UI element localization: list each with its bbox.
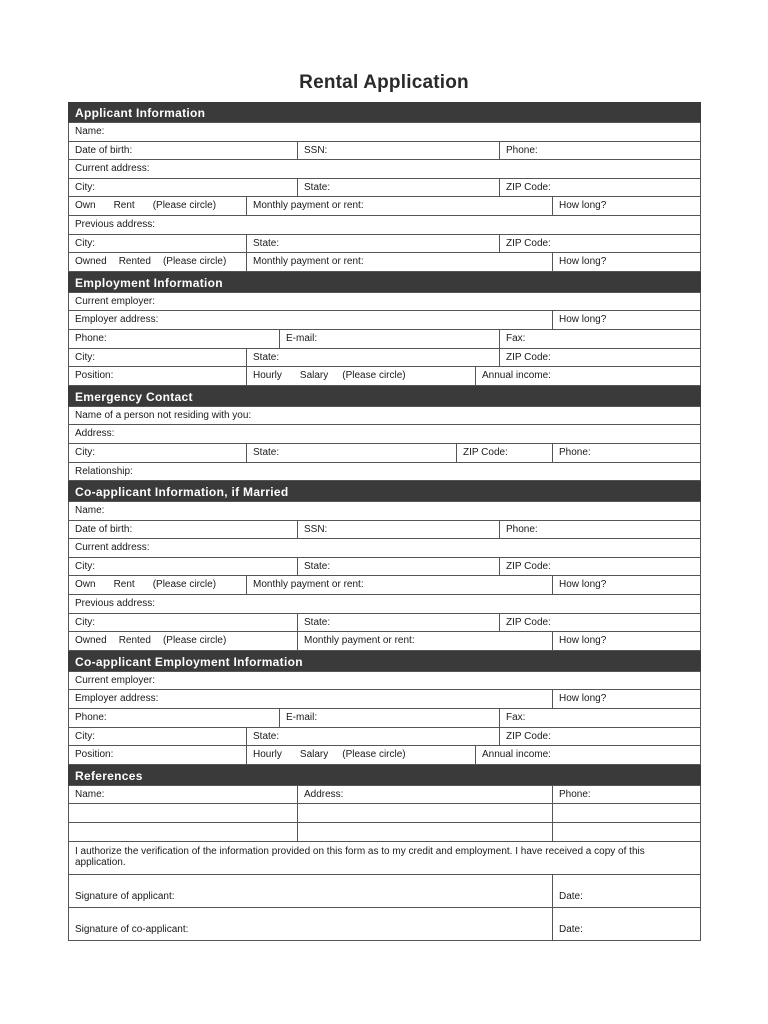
applicant-prev-state-field[interactable]: State: <box>246 235 499 253</box>
coapplicant-owned-rented-choice[interactable]: Owned Rented (Please circle) <box>75 635 227 647</box>
position-field[interactable]: Position: <box>75 370 114 382</box>
applicant-ssn-field[interactable]: SSN: <box>297 142 499 160</box>
coapplicant-owned-rented-row <box>68 632 701 651</box>
coemployer-how-long-field[interactable]: How long? <box>552 690 700 708</box>
emergency-relationship-row <box>68 463 701 482</box>
emergency-address-field[interactable]: Address: <box>75 428 115 440</box>
reference-name-column: Name: <box>75 788 105 800</box>
employer-email-field[interactable]: E-mail: <box>279 330 499 348</box>
reference-row <box>68 804 701 823</box>
applicant-dob-field[interactable]: Date of birth: <box>75 144 133 156</box>
emergency-name-row <box>68 407 701 426</box>
coapplicant-signature-field[interactable]: Signature of co-applicant: <box>75 923 189 935</box>
coapplicant-city-field[interactable]: City: <box>75 560 95 572</box>
coapplicant-dob-field[interactable]: Date of birth: <box>75 523 133 535</box>
emergency-name-field[interactable]: Name of a person not residing with you: <box>75 409 252 421</box>
coemployer-hourly-salary-choice[interactable]: Hourly Salary (Please circle) <box>246 746 475 764</box>
applicant-prev-how-long-field[interactable]: How long? <box>552 253 700 271</box>
coemployer-row <box>68 672 701 691</box>
coapplicant-city-row <box>68 558 701 577</box>
coapplicant-signature-row <box>68 908 701 941</box>
references-header-row <box>68 786 701 805</box>
applicant-prev-city-row <box>68 235 701 254</box>
coemployer-city-field[interactable]: City: <box>75 730 95 742</box>
applicant-signature-field[interactable]: Signature of applicant: <box>75 890 175 902</box>
applicant-phone-field[interactable]: Phone: <box>499 142 700 160</box>
section-header-employment: Employment Information <box>68 272 701 293</box>
employer-city-field[interactable]: City: <box>75 351 95 363</box>
applicant-current-address-field[interactable]: Current address: <box>75 163 150 175</box>
coapplicant-zip-field[interactable]: ZIP Code: <box>499 558 700 576</box>
coemployer-address-field[interactable]: Employer address: <box>75 693 159 705</box>
section-header-emergency: Emergency Contact <box>68 386 701 407</box>
reference-row <box>68 823 701 842</box>
coapplicant-monthly-payment-field[interactable]: Monthly payment or rent: <box>246 576 552 594</box>
employer-how-long-field[interactable]: How long? <box>552 311 700 329</box>
reference-phone-column: Phone: <box>552 786 700 804</box>
section-header-coapplicant: Co-applicant Information, if Married <box>68 481 701 502</box>
coapplicant-current-address-row <box>68 539 701 558</box>
coemployer-phone-field[interactable]: Phone: <box>75 712 107 724</box>
page-title: Rental Application <box>299 72 469 93</box>
applicant-previous-address-row <box>68 216 701 235</box>
applicant-name-field[interactable]: Name: <box>75 126 105 137</box>
coapplicant-previous-address-field[interactable]: Previous address: <box>75 598 156 610</box>
employer-zip-field[interactable]: ZIP Code: <box>499 349 700 367</box>
own-rent-choice[interactable]: Own Rent (Please circle) <box>75 200 217 212</box>
reference-1-address-field[interactable] <box>297 804 552 822</box>
current-employer-field[interactable]: Current employer: <box>75 295 156 307</box>
applicant-own-rent-row <box>68 197 701 216</box>
employer-state-field[interactable]: State: <box>246 349 499 367</box>
applicant-prev-zip-field[interactable]: ZIP Code: <box>499 235 700 253</box>
applicant-dob-row <box>68 142 701 161</box>
rental-application-form <box>68 102 701 941</box>
emergency-city-row <box>68 444 701 463</box>
applicant-how-long-field[interactable]: How long? <box>552 197 700 215</box>
employer-position-row <box>68 367 701 386</box>
coemployer-annual-income-field[interactable]: Annual income: <box>475 746 700 764</box>
authorization-statement: I authorize the verification of the information provided on this form as to my credit and employment. I have received a copy of this application. <box>75 845 645 868</box>
coemployer-address-row <box>68 690 701 709</box>
applicant-prev-monthly-payment-field[interactable]: Monthly payment or rent: <box>246 253 552 271</box>
coapplicant-how-long-field[interactable]: How long? <box>552 576 700 594</box>
coapplicant-prev-city-field[interactable]: City: <box>75 616 95 628</box>
employer-fax-field[interactable]: Fax: <box>499 330 700 348</box>
coapplicant-state-field[interactable]: State: <box>297 558 499 576</box>
coapplicant-ssn-field[interactable]: SSN: <box>297 521 499 539</box>
employer-phone-row <box>68 330 701 349</box>
applicant-monthly-payment-field[interactable]: Monthly payment or rent: <box>246 197 552 215</box>
employer-address-row <box>68 311 701 330</box>
employer-phone-field[interactable]: Phone: <box>75 332 107 344</box>
annual-income-field[interactable]: Annual income: <box>475 367 700 385</box>
applicant-previous-address-field[interactable]: Previous address: <box>75 218 156 230</box>
coapplicant-prev-zip-field[interactable]: ZIP Code: <box>499 614 700 632</box>
coemployer-position-row <box>68 746 701 765</box>
section-header-applicant: Applicant Information <box>68 102 701 123</box>
employer-address-field[interactable]: Employer address: <box>75 314 159 326</box>
coapplicant-prev-state-field[interactable]: State: <box>297 614 499 632</box>
coapplicant-name-field[interactable]: Name: <box>75 505 105 517</box>
coapplicant-own-rent-row <box>68 576 701 595</box>
hourly-salary-choice[interactable]: Hourly Salary (Please circle) <box>246 367 475 385</box>
current-employer-row <box>68 293 701 312</box>
coapplicant-current-address-field[interactable]: Current address: <box>75 542 150 554</box>
reference-2-phone-field[interactable] <box>552 823 700 841</box>
emergency-relationship-field[interactable]: Relationship: <box>75 465 133 477</box>
reference-1-phone-field[interactable] <box>552 804 700 822</box>
reference-2-address-field[interactable] <box>297 823 552 841</box>
applicant-owned-rented-row <box>68 253 701 272</box>
coemployer-fax-field[interactable]: Fax: <box>499 709 700 727</box>
emergency-state-field[interactable]: State: <box>246 444 456 462</box>
coemployer-zip-field[interactable]: ZIP Code: <box>499 728 700 746</box>
owned-rented-choice[interactable]: Owned Rented (Please circle) <box>75 256 227 268</box>
emergency-address-row <box>68 425 701 444</box>
applicant-signature-date-field[interactable]: Date: <box>552 875 700 907</box>
section-header-references: References <box>68 765 701 786</box>
coapplicant-prev-how-long-field[interactable]: How long? <box>552 632 700 650</box>
emergency-city-field[interactable]: City: <box>75 446 95 458</box>
applicant-name-row <box>68 123 701 142</box>
coemployer-city-row <box>68 728 701 747</box>
applicant-current-address-row <box>68 160 701 179</box>
coapplicant-prev-monthly-payment-field[interactable]: Monthly payment or rent: <box>297 632 552 650</box>
applicant-zip-field[interactable]: ZIP Code: <box>499 179 700 197</box>
coapplicant-own-rent-choice[interactable]: Own Rent (Please circle) <box>75 579 217 591</box>
coapplicant-name-row <box>68 502 701 521</box>
coemployer-field[interactable]: Current employer: <box>75 674 156 686</box>
applicant-city-row <box>68 179 701 198</box>
coemployer-email-field[interactable]: E-mail: <box>279 709 499 727</box>
authorization-row <box>68 842 701 875</box>
coapplicant-dob-row <box>68 521 701 540</box>
coapplicant-phone-field[interactable]: Phone: <box>499 521 700 539</box>
coemployer-position-field[interactable]: Position: <box>75 749 114 761</box>
applicant-prev-city-field[interactable]: City: <box>75 237 95 249</box>
section-header-coemployment: Co-applicant Employment Information <box>68 651 701 672</box>
employer-city-row <box>68 349 701 368</box>
coapplicant-previous-address-row <box>68 595 701 614</box>
emergency-phone-field[interactable]: Phone: <box>552 444 700 462</box>
applicant-state-field[interactable]: State: <box>297 179 499 197</box>
coemployer-state-field[interactable]: State: <box>246 728 499 746</box>
applicant-signature-row <box>68 875 701 908</box>
reference-2-name-field[interactable] <box>69 823 297 841</box>
coapplicant-signature-date-field[interactable]: Date: <box>552 908 700 940</box>
emergency-zip-field[interactable]: ZIP Code: <box>456 444 552 462</box>
coemployer-phone-row <box>68 709 701 728</box>
coapplicant-prev-city-row <box>68 614 701 633</box>
reference-address-column: Address: <box>297 786 552 804</box>
reference-1-name-field[interactable] <box>69 804 297 822</box>
applicant-city-field[interactable]: City: <box>75 181 95 193</box>
